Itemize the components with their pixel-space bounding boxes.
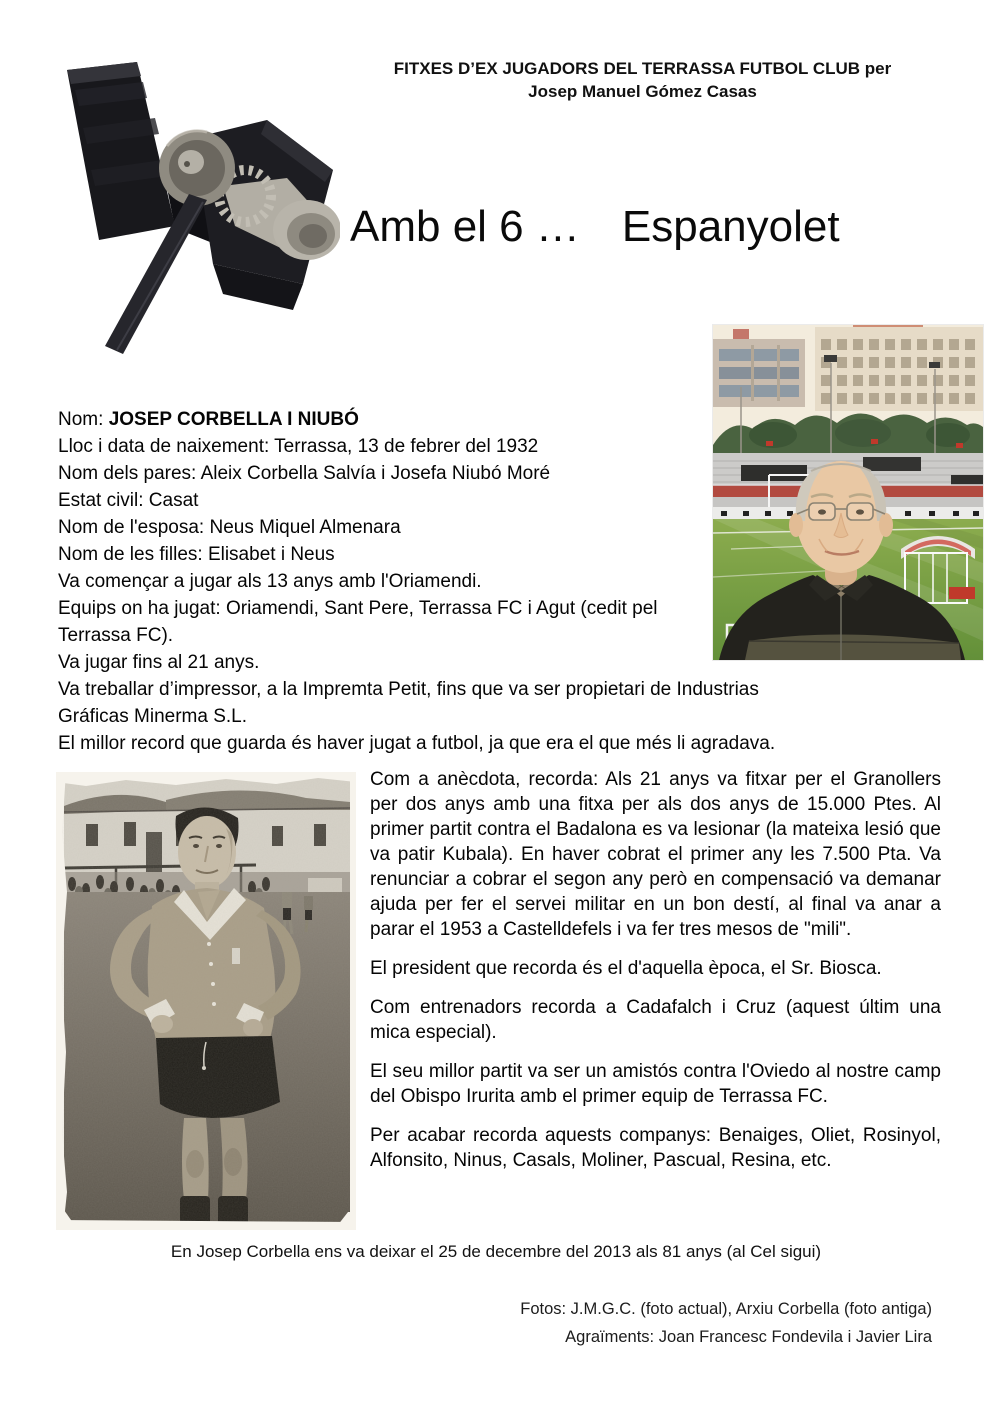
credits: [520, 1295, 932, 1351]
masthead: [330, 57, 955, 103]
camera-illustration: [55, 58, 340, 358]
story-paragraph: Per acabar recorda aquests companys: Benaiges, Oliet, Rosinyol, Alfonsito, Ninus, Casals, Moliner, Pascual, Resina, etc.: [370, 1125, 941, 1171]
story-paragraph: Com entrenadors recorda a Cadafalch i Cruz (aquest últim una mica especial).: [370, 997, 941, 1043]
bio-line: Estat civil: Casat: [58, 490, 199, 511]
old-photo-content: [56, 772, 356, 1230]
bio-line: Nom de les filles: Elisabet i Neus: [58, 544, 335, 565]
camera-photo: [55, 58, 340, 358]
story-paragraph: Com a anècdota, recorda: Als 21 anys va fitxar per el Granollers per dos anys amb una fitxa per als dos anys de 15.000 Ptes. Al primer partit contra el Badalona es va lesionar (la mateixa lesió que va patir Kubala). En haver cobrat el primer any les 7.500 Pta. Va renunciar a cobrar el segon any però en compensació va demanar ajuda per fer el servei militar en un bon destí, al final va anar a parar el 1953 a Castelldefels i va fer tres mesos de "mili".: [370, 769, 941, 940]
page-title: [350, 201, 840, 253]
bio-line: Equips on ha jugat: Oriamendi, Sant Pere, Terrassa FC i Agut (cedit pel: [58, 598, 658, 619]
credits-thanks: Agraïments: Joan Francesc Fondevila i Javier Lira: [565, 1328, 932, 1346]
old-player-photo-illustration: [56, 772, 356, 1230]
title-prefix: Amb el 6 …: [350, 202, 580, 251]
obituary-line: En Josep Corbella ens va deixar el 25 de decembre del 2013 als 81 anys (al Cel sigui): [170, 1242, 822, 1261]
bio-line: Va treballar d’impressor, a la Impremta Petit, fins que va ser propietari de Industrias: [58, 679, 759, 700]
bio-line: Gráficas Minerma S.L.: [58, 706, 247, 727]
bio-line: Nom dels pares: Aleix Corbella Salvía i Josefa Niubó Moré: [58, 463, 551, 484]
bio-nom-value: JOSEP CORBELLA I NIUBÓ: [108, 409, 359, 430]
bio-line: Terrassa FC).: [58, 625, 174, 646]
masthead-line1: FITXES D’EX JUGADORS DEL TERRASSA FUTBOL CLUB per: [393, 59, 892, 78]
masthead-line2: Josep Manuel Gómez Casas: [528, 82, 757, 101]
story-section: [370, 767, 941, 1187]
credits-photos: Fotos: J.M.G.C. (foto actual), Arxiu Corbella (foto antiga): [520, 1300, 932, 1318]
bio-line: Va jugar fins al 21 anys.: [58, 652, 260, 673]
story-paragraph: El seu millor partit va ser un amistós contra l'Oviedo al nostre camp del Obispo Irurita amb el primer equip de Terrassa FC.: [370, 1061, 941, 1107]
old-photo: [56, 772, 356, 1230]
bio-section: [58, 406, 775, 757]
bio-line-nom: [58, 406, 775, 433]
bio-line: El millor record que guarda és haver jugat a futbol, ja que era el que més li agradava.: [58, 733, 776, 754]
bio-nom-label: Nom:: [58, 409, 109, 430]
bio-line: Va començar a jugar als 13 anys amb l'Oriamendi.: [58, 571, 482, 592]
bio-line: Lloc i data de naixement: Terrassa, 13 de febrer del 1932: [58, 436, 539, 457]
bio-line: Nom de l'esposa: Neus Miquel Almenara: [58, 517, 401, 538]
title-nickname: Espanyolet: [621, 202, 840, 251]
story-paragraph: El president que recorda és el d'aquella època, el Sr. Biosca.: [370, 958, 882, 979]
